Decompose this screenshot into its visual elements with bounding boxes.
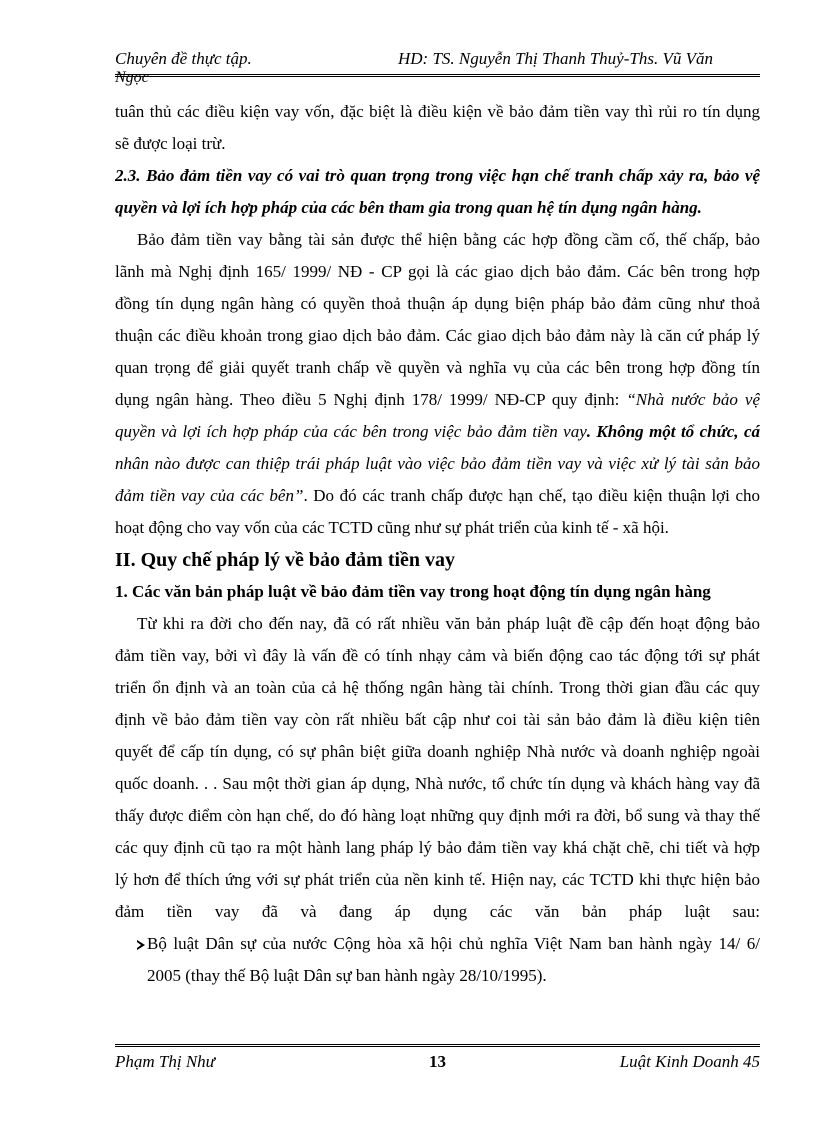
footer-author: Phạm Thị Như [115,1052,215,1071]
body-line: Bảo đảm tiền vay bằng tài sản được thể hiện bằng các hợp đồng cầm cố, thế chấp, bảo [137,230,760,249]
body-text: dụng ngân hàng. Theo điều 5 Nghị định 178/ 1999/ NĐ-CP quy định: [115,390,627,409]
section-heading: II. Quy chế pháp lý về bảo đảm tiền vay [115,549,456,571]
body-line: đảm tiền vay đã và đang áp dụng các văn bản pháp luật sau: [115,902,760,921]
body-line: quyết để cấp tín dụng, có sự phân biệt giữa doanh nghiệp Nhà nước và doanh nghiệp ngoài [115,742,760,761]
body-line [115,480,760,512]
body-line: hoạt động cho vay vốn của các TCTD cũng như sự phát triển của kinh tế - xã hội. [115,518,669,537]
quote-text: “Nhà nước bảo vệ [626,390,760,409]
body-line: các quy định cũ tạo ra một hành lang pháp lý bảo đảm tiền vay khá chặt chẽ, chi tiết và hợp [115,838,760,857]
body-line: quan trọng để giải quyết tranh chấp về quyền và nghĩa vụ của các bên trong hợp đồng tín [115,358,760,377]
bullet-text: Bộ luật Dân sự của nước Cộng hòa xã hội chủ nghĩa Việt Nam ban hành ngày 14/ 6/ [147,934,760,953]
arrow-bullet-icon [137,940,145,950]
body-text: . Do đó các tranh chấp được hạn chế, tạo điều kiện thuận lợi cho [303,486,760,505]
body-line: Từ khi ra đời cho đến nay, đã có rất nhiều văn bản pháp luật đề cập đến hoạt động bảo [137,614,760,633]
header-right-wrap-text: Ngọc [115,69,149,86]
bullet-item [115,928,760,960]
bullet-item-continuation [115,960,760,992]
body-line: sẽ được loại trừ. [115,134,226,153]
body-line: tuân thủ các điều kiện vay vốn, đặc biệt là điều kiện về bảo đảm tiền vay thì rủi ro tín dụng [115,102,760,121]
body-line: thấy được điểm còn hạn chế, do đó hàng loạt những quy định mới ra đời, bổ sung và thay thế [115,806,760,825]
page-footer [115,1052,760,1074]
heading-2-3-line: 2.3. Bảo đảm tiền vay có vai trò quan trọng trong việc hạn chế tranh chấp xảy ra, bảo vệ [115,166,760,185]
body-line: định về bảo đảm tiền vay còn rất nhiều bất cập như coi tài sản bảo đảm là điều kiện tiên [115,710,760,729]
body-line: thuận các điều khoản trong giao dịch bảo đảm. Các giao dịch bảo đảm này là căn cứ pháp lý [115,326,760,345]
quote-line: nhân nào được can thiệp trái pháp luật vào việc bảo đảm tiền vay và việc xử lý tài sản bảo [115,454,760,473]
body-line: đảm tiền vay, bởi vì đây là vấn đề có tính nhạy cảm và biến động cao tác động tới sự phát [115,646,760,665]
page-body [115,96,760,992]
bullet-text: 2005 (thay thế Bộ luật Dân sự ban hành ngày 28/10/1995). [147,966,547,985]
heading-2-3-line: quyền và lợi ích hợp pháp của các bên tham gia trong quan hệ tín dụng ngân hàng. [115,198,702,217]
body-line: đồng tín dụng ngân hàng có quyền thoả thuận áp dụng biện pháp bảo đảm cũng như thoả [115,294,760,313]
body-line: lãnh mà Nghị định 165/ 1999/ NĐ - CP gọi là các giao dịch bảo đảm. Các bên trong hợp [115,262,760,281]
body-line: lý hơn để thích ứng với sự phát triển của nền kinh tế. Hiện nay, các TCTD khi thực hiện bảo [115,870,760,889]
subsection-heading: 1. Các văn bản pháp luật về bảo đảm tiền vay trong hoạt động tín dụng ngân hàng [115,582,711,601]
body-line [115,416,760,448]
body-line [115,384,760,416]
footer-course: Luật Kinh Doanh 45 [619,1052,760,1071]
footer-rule [115,1044,760,1047]
quote-text: quyền và lợi ích hợp pháp của các bên trong việc bảo đảm tiền vay [115,422,587,441]
page-number: 13 [429,1052,446,1071]
body-line: triển ổn định và an toàn của cả hệ thống ngân hàng tài chính. Trong thời gian đầu các quy [115,678,760,697]
header-rule [115,74,760,77]
header-left-text: Chuyên đề thực tập. [115,49,252,68]
quote-bold-text: . Không một tổ chức, cá [586,422,760,441]
body-line: quốc doanh. . . Sau một thời gian áp dụng, Nhà nước, tổ chức tín dụng và khách hàng vay đã [115,774,760,793]
header-right-text: HD: TS. Nguyễn Thị Thanh Thuỷ-Ths. Vũ Văn [398,49,713,68]
quote-text: đảm tiền vay của các bên” [115,486,304,505]
